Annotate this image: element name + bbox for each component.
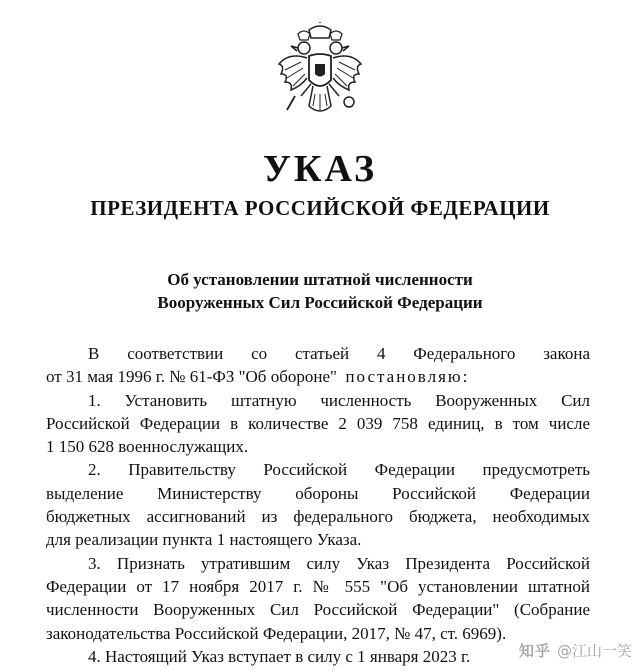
paragraph-2-line-2: выделение Министерству обороны Российской Федерации: [46, 483, 590, 503]
watermark-brand: 知乎: [518, 642, 551, 660]
paragraph-1-line-1: 1. Установить штатную численность Вооруженных Сил: [88, 390, 590, 410]
document-title: УКАЗ: [263, 148, 377, 190]
intro-line-2: [46, 365, 590, 388]
coat-of-arms-emblem-icon: [271, 22, 369, 126]
decree-heading-line-1: Об установлении штатной численности: [167, 270, 473, 289]
decree-body: [46, 342, 590, 668]
postanovlyayu-text: постановляю:: [345, 367, 470, 387]
watermark-handle: @江山一笑: [556, 642, 632, 660]
paragraph-3-line-2: Федерации от 17 ноября 2017 г. № 555 "Об установлении штатной: [46, 576, 590, 596]
intro-line-1: В соответствии со статьей 4 Федерального закона: [88, 344, 590, 363]
paragraph-3-line-1: 3. Признать утратившим силу Указ Президента Российской: [88, 553, 590, 573]
paragraph-2-line-4: для реализации пункта 1 настоящего Указа.: [46, 530, 362, 550]
paragraph-4-line-1: 4. Настоящий Указ вступает в силу с 1 января 2023 г.: [88, 646, 471, 666]
decree-heading-line-2: Вооруженных Сил Российской Федерации: [157, 293, 483, 312]
paragraph-3-line-3: численности Вооруженных Сил Российской Федерации" (Собрание: [46, 600, 590, 620]
document-subtitle: ПРЕЗИДЕНТА РОССИЙСКОЙ ФЕДЕРАЦИИ: [90, 196, 550, 220]
decree-heading: [0, 268, 640, 314]
paragraph-3-line-4: законодательства Российской Федерации, 2017, № 47, ст. 6969).: [46, 623, 507, 643]
paragraph-2-line-1: 2. Правительству Российской Федерации предусмотреть: [88, 460, 590, 480]
paragraph-1-line-3: 1 150 628 военнослужащих.: [46, 437, 249, 457]
watermark: [519, 640, 632, 661]
intro-line-2-text: от 31 мая 1996 г. № 61-ФЗ "Об обороне": [46, 367, 337, 387]
paragraph-2-line-3: бюджетных ассигнований из федерального бюджета, необходимых: [46, 507, 590, 527]
paragraph-1-line-2: Российской Федерации в количестве 2 039 758 единиц, в том числе: [46, 413, 590, 433]
